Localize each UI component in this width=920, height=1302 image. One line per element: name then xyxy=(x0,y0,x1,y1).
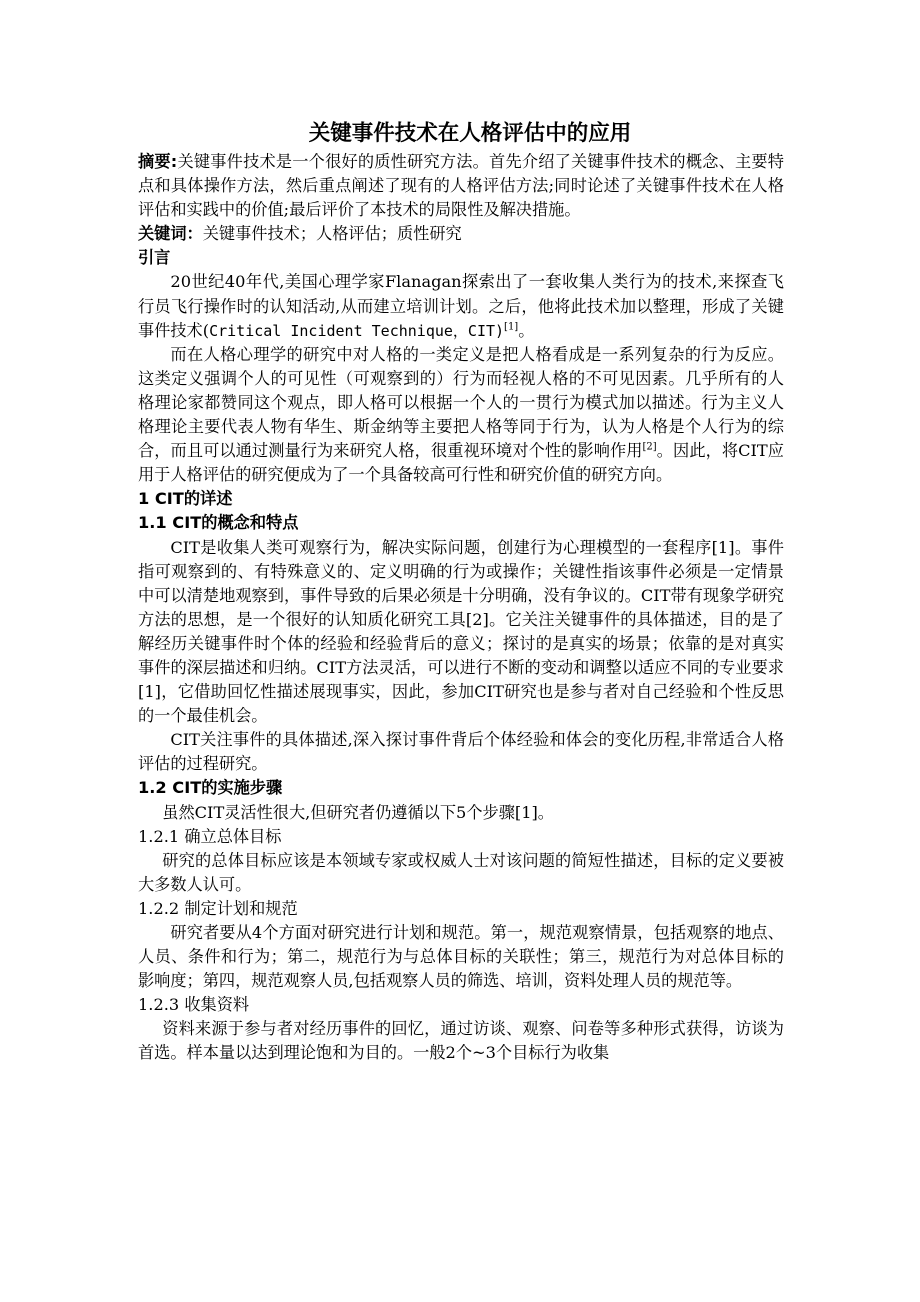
intro-p1-term: Critical Incident Technique，CIT) xyxy=(209,321,505,340)
section-1-1-paragraph-2: CIT关注事件的具体描述,深入探讨事件背后个体经验和体会的变化历程,非常适合人格评估的过程研究。 xyxy=(138,730,784,774)
section-1-2-2-paragraph: 研究者要从4个方面对研究进行计划和规范。第一，规范观察情景，包括观察的地点、人员、条件和行为；第二，规范行为与总体目标的关联性；第三，规范行为对总体目标的影响度；第四，规范观察人员,包括观察人员的筛选、培训，资料处理人员的规范等。 xyxy=(138,923,784,991)
intro-p1-text: 20世纪40年代,美国心理学家Flanagan探索出了一套收集人类行为的技术,来探查飞行员飞行操作时的认知活动,从而建立培训计划。之后，他将此技术加以整理，形成了关键事件技术( xyxy=(138,272,784,340)
citation-1: [1] xyxy=(504,321,519,333)
section-1-2-2-heading: 1.2.2 制定计划和规范 xyxy=(138,898,298,918)
abstract-text: 关键事件技术是一个很好的质性研究方法。首先介绍了关键事件技术的概念、主要特点和具体操作方法，然后重点阐述了现有的人格评估方法;同时论述了关键事件技术在人格评估和实践中的价值;最后评价了本技术的局限性及解决措施。 xyxy=(138,152,784,220)
intro-heading: 引言 xyxy=(138,248,171,268)
intro-paragraph-1 xyxy=(138,270,784,342)
intro-p1-end: 。 xyxy=(518,320,535,340)
section-1-2-1-heading: 1.2.1 确立总体目标 xyxy=(138,826,282,846)
section-1-2-1-paragraph: 研究的总体目标应该是本领域专家或权威人士对该问题的简短性描述，目标的定义要被大多数人认可。 xyxy=(138,850,784,894)
intro-paragraph-2 xyxy=(138,343,784,488)
keywords-label: 关键词： xyxy=(138,224,203,244)
intro-p2-text-end: 。因此，将CIT应用于人格评估的研究便成为了一个具备较高可行性和研究价值的研究方向。 xyxy=(138,441,784,485)
abstract-label: 摘要: xyxy=(138,152,178,171)
section-1-1-heading: 1.1 CIT的概念和特点 xyxy=(138,513,299,533)
section-1-2-paragraph: 虽然CIT灵活性很大,但研究者仍遵循以下5个步骤[1]。 xyxy=(162,802,554,822)
citation-2: [2] xyxy=(642,441,657,453)
keywords xyxy=(138,222,784,246)
document-title: 关键事件技术在人格评估中的应用 xyxy=(308,121,632,146)
section-1-2-heading: 1.2 CIT的实施步骤 xyxy=(138,778,283,798)
section-1-2-3-paragraph: 资料来源于参与者对经历事件的回忆，通过访谈、观察、问卷等多种形式获得，访谈为首选。样本量以达到理论饱和为目的。一般2个~3个目标行为收集 xyxy=(138,1019,784,1063)
section-1-heading: 1 CIT的详述 xyxy=(138,489,233,509)
section-1-2-3-heading: 1.2.3 收集资料 xyxy=(138,995,250,1015)
keywords-text: 关键事件技术；人格评估；质性研究 xyxy=(202,224,462,244)
intro-p2-text: 而在人格心理学的研究中对人格的一类定义是把人格看成是一系列复杂的行为反应。这类定义强调个人的可见性（可观察到的）行为而轻视人格的不可见因素。几乎所有的人格理论家都赞同这个观点，即人格可以根据一个人的一贯行为模式加以描述。行为主义人格理论主要代表人物有华生、斯金纳等主要把人格等同于行为，认为人格是个人行为的综合，而且可以通过测量行为来研究人格，很重视环境对个性的影响作用 xyxy=(138,344,784,461)
abstract xyxy=(138,150,784,222)
document-page xyxy=(138,118,784,1066)
section-1-1-paragraph-1: CIT是收集人类可观察行为，解决实际问题，创建行为心理模型的一套程序[1]。事件指可观察到的、有特殊意义的、定义明确的行为或操作；关键性指该事件必须是一定情景中可以清楚地观察到，事件导致的后果必须是十分明确，没有争议的。CIT带有现象学研究方法的思想，是一个很好的认知质化研究工具[2]。它关注关键事件的具体描述，目的是了解经历关键事件时个体的经验和经验背后的意义；探讨的是真实的场景；依靠的是对真实事件的深层描述和归纳。CIT方法灵活，可以进行不断的变动和调整以适应不同的专业要求[1]，它借助回忆性描述展现事实，因此，参加CIT研究也是参与者对自己经验和个性反思的一个最佳机会。 xyxy=(138,537,784,726)
